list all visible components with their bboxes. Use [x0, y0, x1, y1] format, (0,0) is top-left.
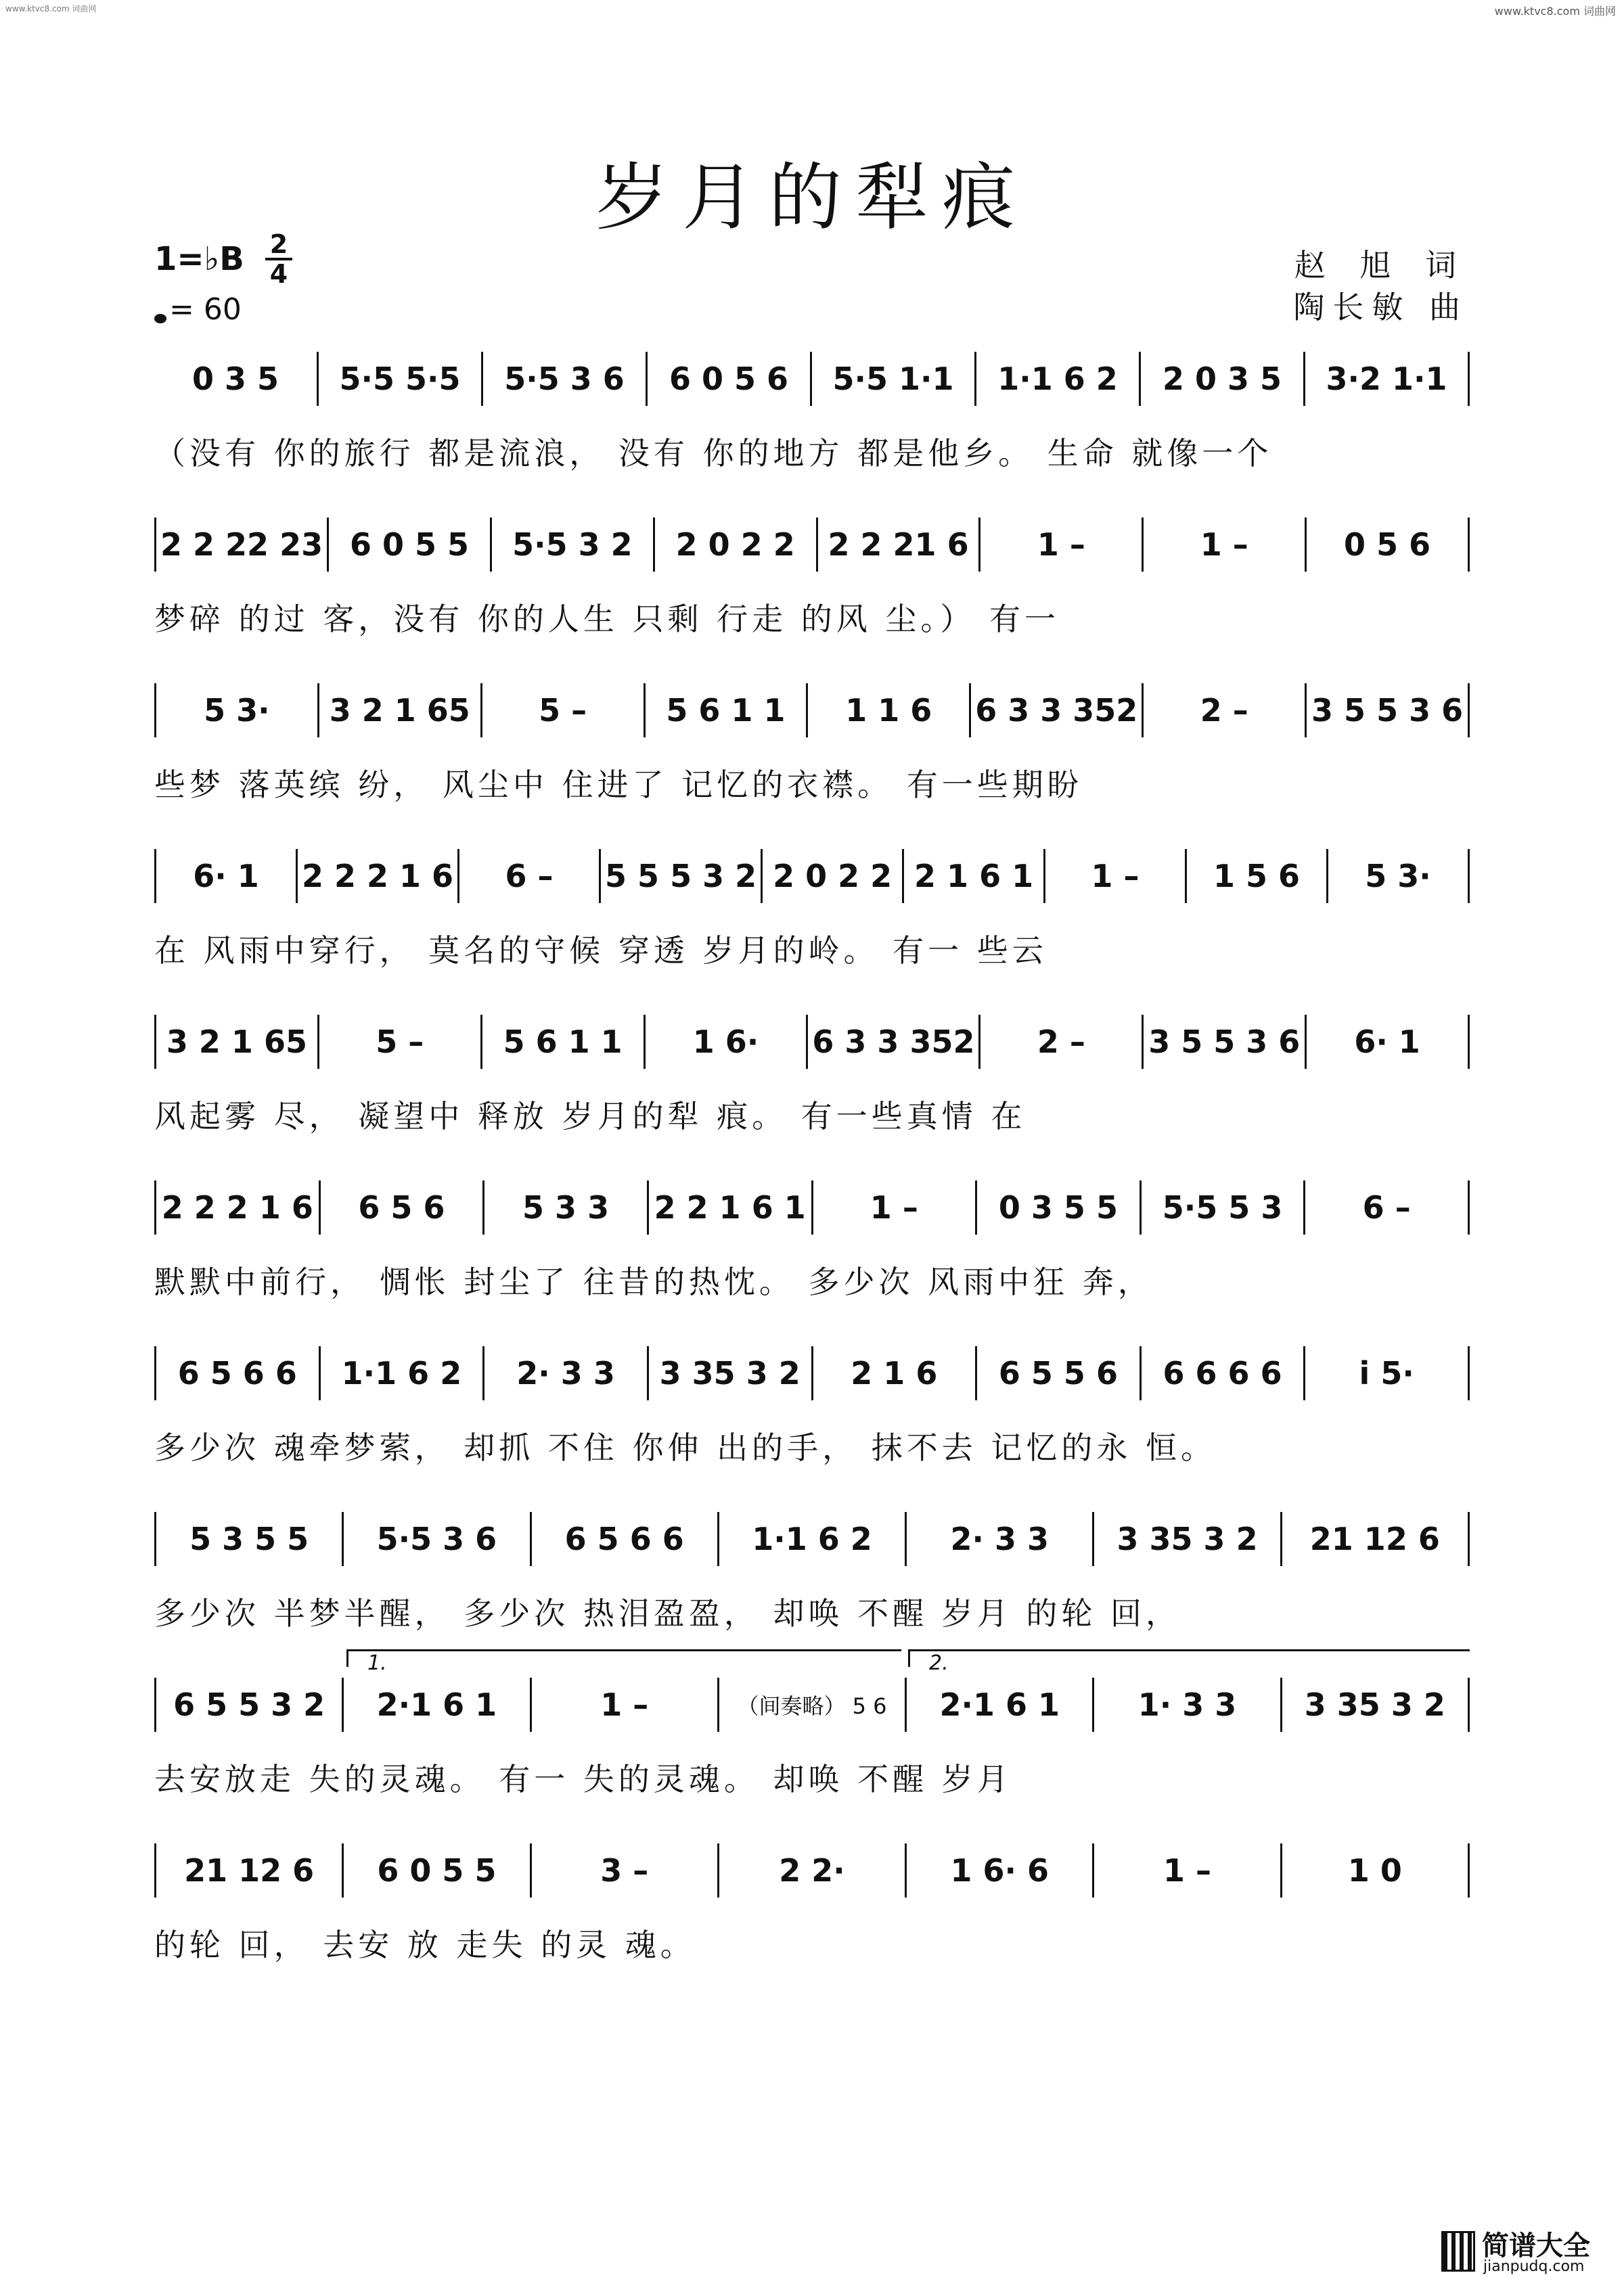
measure: 3 – — [532, 1843, 719, 1898]
measure: 5 3· — [1328, 849, 1470, 903]
measure-row — [154, 1678, 1470, 1732]
measure: 1 – — [1094, 1843, 1282, 1898]
measure: i 5· — [1305, 1346, 1470, 1400]
lyrics-line: 在 风雨中穿行， 莫名的守候 穿透 岁月的岭。 有一 些云 — [154, 932, 1047, 969]
measure: 2·1 6 1 — [907, 1678, 1094, 1732]
key-signature: 1=♭B — [154, 240, 244, 278]
measure: 2 2 2 1 6 — [156, 1180, 321, 1235]
measure: 1·1 6 2 — [719, 1512, 907, 1566]
measure: 2 0 2 2 — [763, 849, 904, 903]
measure: 2·1 6 1 — [344, 1678, 531, 1732]
measure: 5 – — [319, 1015, 482, 1069]
measure: 5·5 5·5 — [319, 352, 483, 406]
measure: 3 5 5 3 6 — [1144, 1015, 1307, 1069]
measure: （间奏略） 5 6 — [719, 1678, 907, 1732]
footer-domain: jianpudq.com — [1483, 2258, 1585, 2275]
measure: 6· 1 — [1307, 1015, 1470, 1069]
measure: 2 1 6 — [813, 1346, 978, 1400]
score-system — [154, 1346, 1470, 1468]
song-title: 岁月的犁痕 — [595, 156, 1029, 240]
measure: 6 – — [459, 849, 601, 903]
composer-credit: 陶长敏 曲 — [1293, 289, 1468, 325]
piano-keys-icon — [1441, 2231, 1475, 2272]
measure: 0 3 5 — [154, 352, 319, 406]
measure: 2 2 22 23 — [156, 518, 329, 572]
lyrics-line: 些梦 落英缤 纷， 风尘中 住进了 记忆的衣襟。 有一些期盼 — [154, 766, 1083, 803]
score-system — [154, 1180, 1470, 1302]
quarter-note-icon — [154, 314, 166, 323]
measure: 1 0 — [1282, 1843, 1470, 1898]
measure: 5·5 1·1 — [812, 352, 976, 406]
measure: 1 – — [980, 518, 1144, 572]
measure: 1 1 6 — [808, 683, 971, 737]
tempo-value: = 60 — [169, 292, 242, 327]
measure: 3 2 1 65 — [319, 683, 482, 737]
time-signature — [265, 231, 292, 287]
lyricist-credit: 赵 旭 词 — [1294, 247, 1468, 283]
measure: 2· 3 3 — [484, 1346, 649, 1400]
measure: 0 3 5 5 — [977, 1180, 1142, 1235]
measure: 3·2 1·1 — [1305, 352, 1470, 406]
measure-row — [154, 1512, 1470, 1566]
lyrics-line: 多少次 半梦半醒， 多少次 热泪盈盈， 却唤 不醒 岁月 的轮 回， — [154, 1595, 1181, 1632]
measure: 2 1 6 1 — [904, 849, 1045, 903]
measure: 6 – — [1305, 1180, 1470, 1235]
measure: 2 2· — [719, 1843, 907, 1898]
measure: 5 3· — [156, 683, 319, 737]
measure: 2 2 21 6 — [818, 518, 981, 572]
score-system — [154, 1843, 1470, 1965]
measure: 1·1 6 2 — [976, 352, 1141, 406]
measure: 3 35 3 2 — [649, 1346, 813, 1400]
measure: 1 – — [1045, 849, 1187, 903]
lyrics-line: （没有 你的旅行 都是流浪， 没有 你的地方 都是他乡。 生命 就像一个 — [154, 435, 1273, 472]
lyrics-line: 默默中前行， 惆怅 封尘了 往昔的热忱。 多少次 风雨中狂 奔， — [154, 1264, 1153, 1300]
measure: 5·5 3 6 — [344, 1512, 531, 1566]
tempo-marking — [154, 292, 242, 327]
measure: 6 5 5 3 2 — [156, 1678, 344, 1732]
footer-brand: 简谱大全 — [1482, 2230, 1590, 2261]
measure: 5 – — [482, 683, 646, 737]
measure: 6 3 3 352 — [808, 1015, 980, 1069]
measure: 5 6 1 1 — [646, 683, 809, 737]
measure: 2 – — [980, 1015, 1144, 1069]
measure: 6· 1 — [156, 849, 298, 903]
measure: 1·1 6 2 — [321, 1346, 485, 1400]
top-left-watermark: www.ktvc8.com 词曲网 — [5, 4, 97, 14]
measure: 0 5 6 — [1307, 518, 1470, 572]
measure-row — [154, 849, 1470, 903]
top-right-watermark: www.ktvc8.com 词曲网 — [1494, 5, 1616, 18]
measure: 3 35 3 2 — [1282, 1678, 1470, 1732]
volta-second-ending: 2. — [908, 1649, 1470, 1667]
measure: 6 0 5 5 — [329, 518, 492, 572]
measure: 2 0 2 2 — [655, 518, 818, 572]
measure: 5 5 5 3 2 — [601, 849, 763, 903]
measure: 1 – — [813, 1180, 978, 1235]
measure: 1 – — [1144, 518, 1307, 572]
measure-row — [154, 352, 1470, 406]
measure-row — [154, 683, 1470, 737]
time-signature-top: 2 — [269, 229, 288, 259]
measure: 6 5 6 6 — [156, 1346, 321, 1400]
measure: 2 2 1 6 1 — [649, 1180, 813, 1235]
measure: 2 2 2 1 6 — [298, 849, 459, 903]
measure: 2· 3 3 — [907, 1512, 1094, 1566]
measure: 6 5 6 — [321, 1180, 485, 1235]
measure-row — [154, 1346, 1470, 1400]
measure: 6 0 5 5 — [344, 1843, 531, 1898]
measure: 5 3 5 5 — [156, 1512, 344, 1566]
score-system — [154, 683, 1470, 805]
score-system — [154, 518, 1470, 639]
lyrics-line: 多少次 魂牵梦萦， 却抓 不住 你伸 出的手， 抹不去 记忆的永 恒。 — [154, 1429, 1216, 1466]
measure: 5·5 3 6 — [483, 352, 648, 406]
measure: 5·5 5 3 — [1142, 1180, 1306, 1235]
measure: 21 12 6 — [156, 1843, 344, 1898]
measure: 5 3 3 — [484, 1180, 649, 1235]
lyrics-line: 梦碎 的过 客，没有 你的人生 只剩 行走 的风 尘。） 有一 — [154, 601, 1060, 637]
score-system — [154, 1015, 1470, 1136]
measure: 6 3 3 352 — [971, 683, 1144, 737]
time-signature-bottom: 4 — [269, 259, 288, 289]
measure: 5 6 1 1 — [482, 1015, 646, 1069]
measure: 1· 3 3 — [1094, 1678, 1282, 1732]
measure: 3 5 5 3 6 — [1307, 683, 1470, 737]
measure: 21 12 6 — [1282, 1512, 1470, 1566]
score-system — [154, 849, 1470, 971]
measure: 6 0 5 6 — [648, 352, 812, 406]
measure: 6 5 6 6 — [532, 1512, 719, 1566]
measure: 1 5 6 — [1187, 849, 1328, 903]
measure: 6 6 6 6 — [1142, 1346, 1306, 1400]
measure: 2 0 3 5 — [1141, 352, 1305, 406]
measure-row — [154, 1843, 1470, 1898]
measure: 1 – — [532, 1678, 719, 1732]
measure: 3 35 3 2 — [1094, 1512, 1282, 1566]
measure-row — [154, 1015, 1470, 1069]
measure: 3 2 1 65 — [156, 1015, 319, 1069]
footer-logo — [1441, 2224, 1597, 2284]
measure-row — [154, 1180, 1470, 1235]
score-system — [154, 352, 1470, 474]
measure: 6 5 5 6 — [977, 1346, 1142, 1400]
measure: 1 6· 6 — [907, 1843, 1094, 1898]
lyrics-line: 的轮 回， 去安 放 走失 的灵 魂。 — [154, 1927, 696, 1963]
volta-first-ending: 1. — [346, 1649, 901, 1667]
measure-row — [154, 518, 1470, 572]
lyrics-line: 风起雾 尽， 凝望中 释放 岁月的犁 痕。 有一些真情 在 — [154, 1098, 1027, 1134]
lyrics-line: 去安放走 失的灵魂。 有一 失的灵魂。 却唤 不醒 岁月 — [154, 1761, 1012, 1797]
measure: 1 6· — [646, 1015, 809, 1069]
score-system — [154, 1651, 1470, 1799]
score-system — [154, 1512, 1470, 1634]
measure: 5·5 3 2 — [492, 518, 655, 572]
measure: 2 – — [1144, 683, 1307, 737]
